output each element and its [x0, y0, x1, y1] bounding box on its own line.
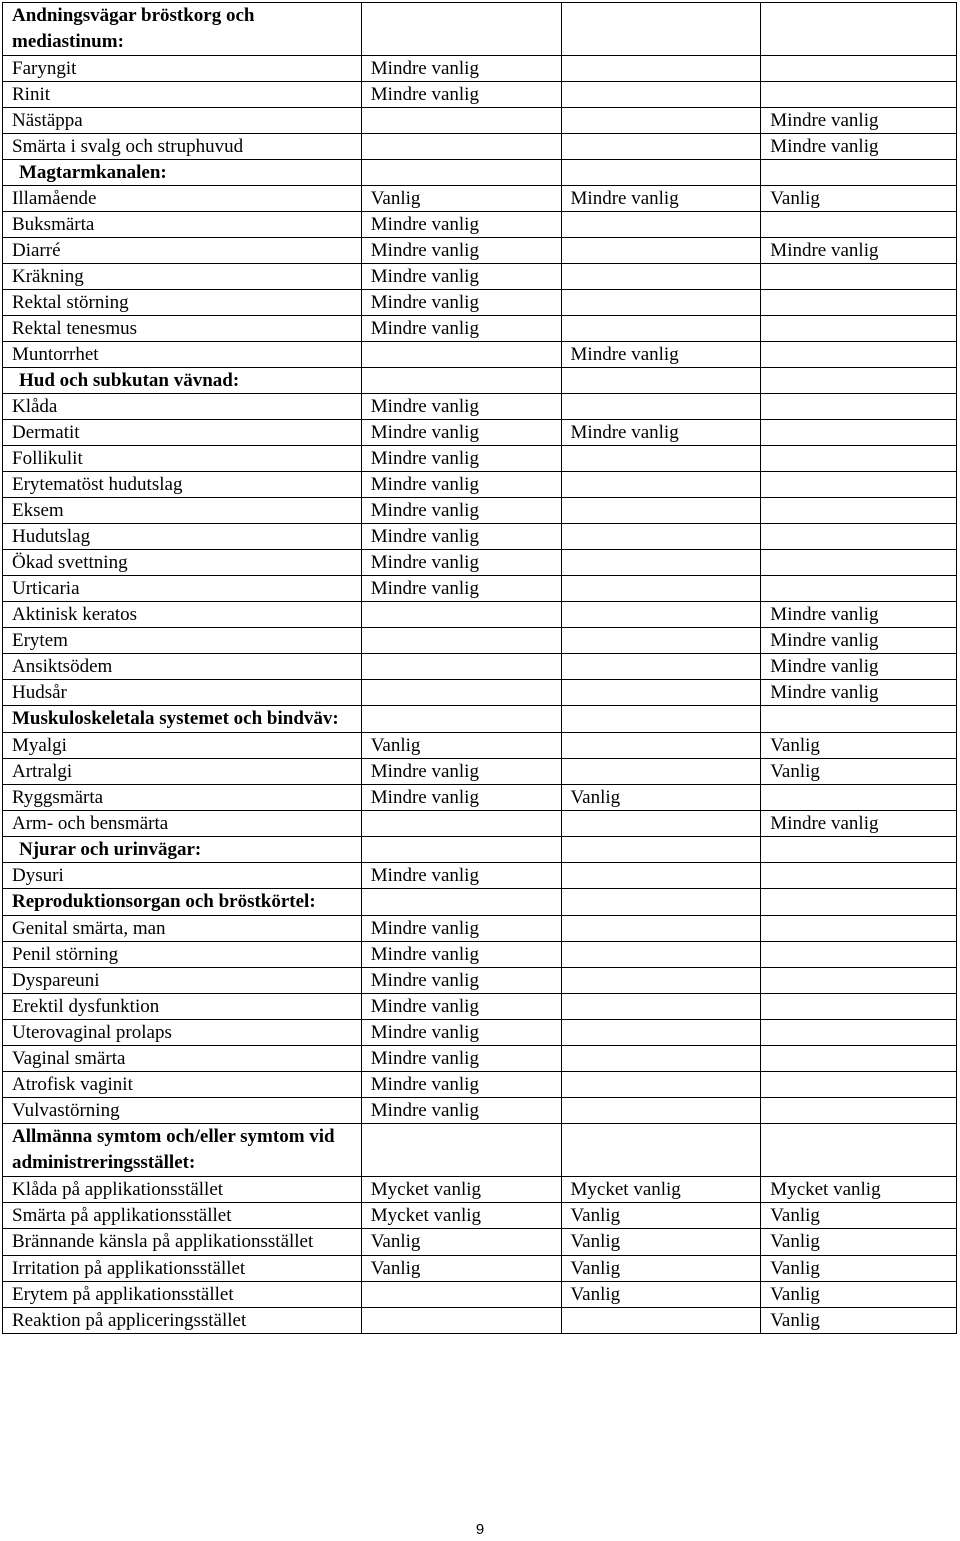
frequency-cell-col2 [561, 290, 761, 316]
frequency-cell-col3 [761, 968, 957, 994]
frequency-cell-col2: Vanlig [561, 785, 761, 811]
table-row [3, 863, 957, 889]
frequency-cell-col3: Vanlig [761, 1203, 957, 1229]
frequency-cell-col3 [761, 368, 957, 394]
section-title: Magtarmkanalen: [3, 160, 362, 186]
frequency-cell-col1: Vanlig [361, 1229, 561, 1256]
table-row [3, 82, 957, 108]
frequency-cell-col3 [761, 1124, 957, 1177]
frequency-cell-col1 [361, 342, 561, 368]
frequency-cell-col3 [761, 264, 957, 290]
frequency-cell-col3: Vanlig [761, 1282, 957, 1308]
frequency-cell-col1: Mindre vanlig [361, 576, 561, 602]
table-row [3, 916, 957, 942]
frequency-cell-col2 [561, 1308, 761, 1334]
frequency-cell-col1: Mindre vanlig [361, 524, 561, 550]
frequency-cell-col1: Mycket vanlig [361, 1177, 561, 1203]
frequency-cell-col1 [361, 160, 561, 186]
frequency-cell-col2 [561, 264, 761, 290]
term-cell: Smärta i svalg och struphuvud [3, 134, 362, 160]
frequency-cell-col3: Mindre vanlig [761, 680, 957, 706]
term-cell: Hudutslag [3, 524, 362, 550]
table-row [3, 1203, 957, 1229]
frequency-cell-col1: Mindre vanlig [361, 420, 561, 446]
term-cell: Artralgi [3, 759, 362, 785]
frequency-cell-col1: Mindre vanlig [361, 498, 561, 524]
frequency-cell-col3 [761, 1046, 957, 1072]
frequency-cell-col2 [561, 524, 761, 550]
table-row [3, 628, 957, 654]
frequency-cell-col2 [561, 368, 761, 394]
table-row [3, 1098, 957, 1124]
frequency-cell-col3 [761, 498, 957, 524]
table-row [3, 968, 957, 994]
frequency-cell-col2 [561, 1046, 761, 1072]
term-cell: Urticaria [3, 576, 362, 602]
frequency-cell-col1: Mindre vanlig [361, 994, 561, 1020]
frequency-cell-col1 [361, 1124, 561, 1177]
table-row [3, 316, 957, 342]
term-cell: Erektil dysfunktion [3, 994, 362, 1020]
term-cell: Erytematöst hudutslag [3, 472, 362, 498]
frequency-cell-col3 [761, 550, 957, 576]
frequency-cell-col3 [761, 420, 957, 446]
frequency-cell-col2 [561, 863, 761, 889]
term-cell: Faryngit [3, 56, 362, 82]
term-cell: Vaginal smärta [3, 1046, 362, 1072]
term-cell: Muntorrhet [3, 342, 362, 368]
frequency-cell-col2 [561, 56, 761, 82]
section-title: Muskuloskeletala systemet och bindväv: [3, 706, 362, 733]
frequency-cell-col2: Mindre vanlig [561, 420, 761, 446]
frequency-cell-col2 [561, 837, 761, 863]
frequency-cell-col2 [561, 968, 761, 994]
term-cell: Ökad svettning [3, 550, 362, 576]
frequency-cell-col3 [761, 785, 957, 811]
frequency-cell-col2 [561, 1072, 761, 1098]
frequency-cell-col1 [361, 680, 561, 706]
frequency-cell-col1: Mindre vanlig [361, 550, 561, 576]
term-cell: Ryggsmärta [3, 785, 362, 811]
frequency-cell-col3 [761, 1072, 957, 1098]
frequency-cell-col2 [561, 1020, 761, 1046]
table-row [3, 1072, 957, 1098]
frequency-cell-col3 [761, 1020, 957, 1046]
frequency-cell-col1: Mindre vanlig [361, 316, 561, 342]
frequency-cell-col1: Mindre vanlig [361, 56, 561, 82]
term-cell: Arm- och bensmärta [3, 811, 362, 837]
frequency-cell-col3 [761, 446, 957, 472]
frequency-cell-col2: Vanlig [561, 1282, 761, 1308]
frequency-cell-col3 [761, 472, 957, 498]
table-row [3, 1256, 957, 1282]
table-row [3, 759, 957, 785]
frequency-cell-col2 [561, 576, 761, 602]
frequency-cell-col2 [561, 134, 761, 160]
frequency-cell-col2 [561, 316, 761, 342]
frequency-cell-col3 [761, 942, 957, 968]
frequency-cell-col2: Vanlig [561, 1203, 761, 1229]
frequency-cell-col2 [561, 811, 761, 837]
frequency-cell-col1: Mindre vanlig [361, 238, 561, 264]
table-body [3, 3, 957, 1334]
frequency-cell-col1: Mindre vanlig [361, 1072, 561, 1098]
section-header-row [3, 706, 957, 733]
frequency-cell-col2 [561, 82, 761, 108]
frequency-cell-col3 [761, 863, 957, 889]
frequency-cell-col3: Mindre vanlig [761, 811, 957, 837]
frequency-cell-col1: Mindre vanlig [361, 394, 561, 420]
frequency-cell-col3 [761, 524, 957, 550]
term-cell: Smärta på applikationsstället [3, 1203, 362, 1229]
table-row [3, 550, 957, 576]
frequency-cell-col1: Mindre vanlig [361, 863, 561, 889]
term-cell: Follikulit [3, 446, 362, 472]
table-row [3, 472, 957, 498]
frequency-cell-col2 [561, 394, 761, 420]
table-row [3, 1046, 957, 1072]
term-cell: Erytem [3, 628, 362, 654]
table-row [3, 524, 957, 550]
table-row [3, 1308, 957, 1334]
frequency-cell-col3: Vanlig [761, 1308, 957, 1334]
term-cell: Brännande känsla på applikationsstället [3, 1229, 362, 1256]
frequency-cell-col2: Mindre vanlig [561, 342, 761, 368]
term-cell: Reaktion på appliceringsstället [3, 1308, 362, 1334]
frequency-cell-col1 [361, 889, 561, 916]
table-row [3, 342, 957, 368]
term-cell: Atrofisk vaginit [3, 1072, 362, 1098]
frequency-cell-col1: Mindre vanlig [361, 1046, 561, 1072]
term-cell: Klåda på applikationsstället [3, 1177, 362, 1203]
table-row [3, 994, 957, 1020]
term-cell: Eksem [3, 498, 362, 524]
frequency-cell-col3: Vanlig [761, 1256, 957, 1282]
frequency-cell-col2 [561, 238, 761, 264]
term-cell: Rinit [3, 82, 362, 108]
frequency-cell-col1: Mindre vanlig [361, 785, 561, 811]
table-row [3, 420, 957, 446]
frequency-cell-col2 [561, 108, 761, 134]
table-row [3, 680, 957, 706]
term-cell: Ansiktsödem [3, 654, 362, 680]
section-title: Andningsvägar bröstkorg och mediastinum: [3, 3, 362, 56]
frequency-cell-col3 [761, 56, 957, 82]
term-cell: Penil störning [3, 942, 362, 968]
frequency-cell-col2 [561, 942, 761, 968]
frequency-cell-col3 [761, 916, 957, 942]
table-row [3, 1282, 957, 1308]
frequency-cell-col3 [761, 212, 957, 238]
frequency-cell-col1 [361, 628, 561, 654]
table-row [3, 602, 957, 628]
frequency-cell-col2 [561, 472, 761, 498]
frequency-cell-col1: Mindre vanlig [361, 1098, 561, 1124]
frequency-cell-col1 [361, 3, 561, 56]
section-header-row [3, 3, 957, 56]
term-cell: Illamående [3, 186, 362, 212]
frequency-cell-col1 [361, 1308, 561, 1334]
frequency-cell-col2 [561, 706, 761, 733]
frequency-cell-col1: Mindre vanlig [361, 290, 561, 316]
frequency-cell-col1: Mindre vanlig [361, 264, 561, 290]
frequency-cell-col2 [561, 550, 761, 576]
frequency-cell-col3 [761, 994, 957, 1020]
section-header-row [3, 160, 957, 186]
frequency-cell-col3 [761, 1098, 957, 1124]
frequency-cell-col3 [761, 342, 957, 368]
term-cell: Nästäppa [3, 108, 362, 134]
frequency-cell-col3: Mindre vanlig [761, 602, 957, 628]
frequency-cell-col3: Vanlig [761, 186, 957, 212]
frequency-cell-col2 [561, 1124, 761, 1177]
term-cell: Myalgi [3, 733, 362, 759]
frequency-cell-col3: Mindre vanlig [761, 654, 957, 680]
term-cell: Buksmärta [3, 212, 362, 238]
frequency-cell-col1 [361, 706, 561, 733]
frequency-cell-col1: Mindre vanlig [361, 759, 561, 785]
frequency-cell-col3 [761, 889, 957, 916]
table-row [3, 1177, 957, 1203]
section-title: Njurar och urinvägar: [3, 837, 362, 863]
section-header-row [3, 837, 957, 863]
term-cell: Dyspareuni [3, 968, 362, 994]
frequency-cell-col3 [761, 837, 957, 863]
frequency-cell-col1: Mindre vanlig [361, 916, 561, 942]
table-row [3, 1020, 957, 1046]
frequency-cell-col3: Mindre vanlig [761, 134, 957, 160]
table-row [3, 654, 957, 680]
frequency-cell-col2 [561, 680, 761, 706]
term-cell: Klåda [3, 394, 362, 420]
frequency-cell-col2: Mindre vanlig [561, 186, 761, 212]
frequency-cell-col3: Mycket vanlig [761, 1177, 957, 1203]
frequency-cell-col1: Mindre vanlig [361, 472, 561, 498]
frequency-cell-col2 [561, 3, 761, 56]
frequency-cell-col1: Vanlig [361, 733, 561, 759]
frequency-cell-col2 [561, 628, 761, 654]
term-cell: Erytem på applikationsstället [3, 1282, 362, 1308]
frequency-cell-col2 [561, 654, 761, 680]
term-cell: Diarré [3, 238, 362, 264]
table-row [3, 811, 957, 837]
frequency-cell-col2 [561, 498, 761, 524]
table-row [3, 733, 957, 759]
frequency-cell-col2 [561, 446, 761, 472]
frequency-cell-col1: Mycket vanlig [361, 1203, 561, 1229]
frequency-cell-col3 [761, 316, 957, 342]
term-cell: Uterovaginal prolaps [3, 1020, 362, 1046]
table-row [3, 56, 957, 82]
frequency-cell-col3 [761, 706, 957, 733]
adverse-reactions-table [2, 2, 957, 1334]
frequency-cell-col3 [761, 394, 957, 420]
frequency-cell-col3: Vanlig [761, 759, 957, 785]
frequency-cell-col1 [361, 654, 561, 680]
table-row [3, 290, 957, 316]
frequency-cell-col1: Mindre vanlig [361, 82, 561, 108]
frequency-cell-col2 [561, 994, 761, 1020]
frequency-cell-col2: Mycket vanlig [561, 1177, 761, 1203]
table-row [3, 238, 957, 264]
frequency-cell-col1 [361, 811, 561, 837]
frequency-cell-col2 [561, 889, 761, 916]
page-number: 9 [475, 1521, 485, 1538]
frequency-cell-col3: Mindre vanlig [761, 628, 957, 654]
frequency-cell-col2 [561, 916, 761, 942]
frequency-cell-col3 [761, 290, 957, 316]
section-title: Reproduktionsorgan och bröstkörtel: [3, 889, 362, 916]
frequency-cell-col1: Mindre vanlig [361, 446, 561, 472]
table-row [3, 498, 957, 524]
table-row [3, 264, 957, 290]
section-header-row [3, 889, 957, 916]
table-row [3, 108, 957, 134]
frequency-cell-col1: Mindre vanlig [361, 212, 561, 238]
frequency-cell-col1 [361, 108, 561, 134]
term-cell: Genital smärta, man [3, 916, 362, 942]
table-row [3, 576, 957, 602]
table-row [3, 212, 957, 238]
term-cell: Dermatit [3, 420, 362, 446]
section-header-row [3, 1124, 957, 1177]
frequency-cell-col1 [361, 134, 561, 160]
frequency-cell-col2 [561, 733, 761, 759]
term-cell: Rektal störning [3, 290, 362, 316]
table-row [3, 785, 957, 811]
frequency-cell-col2 [561, 160, 761, 186]
frequency-cell-col1 [361, 837, 561, 863]
frequency-cell-col1: Vanlig [361, 1256, 561, 1282]
frequency-cell-col2 [561, 212, 761, 238]
table-row [3, 942, 957, 968]
frequency-cell-col1: Mindre vanlig [361, 1020, 561, 1046]
table-row [3, 134, 957, 160]
frequency-cell-col2: Vanlig [561, 1229, 761, 1256]
term-cell: Irritation på applikationsstället [3, 1256, 362, 1282]
frequency-cell-col3: Vanlig [761, 733, 957, 759]
table-row [3, 394, 957, 420]
frequency-cell-col1 [361, 1282, 561, 1308]
frequency-cell-col2 [561, 759, 761, 785]
section-header-row [3, 368, 957, 394]
frequency-cell-col3: Mindre vanlig [761, 238, 957, 264]
frequency-cell-col3: Vanlig [761, 1229, 957, 1256]
table-row [3, 446, 957, 472]
frequency-cell-col3 [761, 3, 957, 56]
term-cell: Aktinisk keratos [3, 602, 362, 628]
frequency-cell-col2: Vanlig [561, 1256, 761, 1282]
frequency-cell-col2 [561, 602, 761, 628]
frequency-cell-col1: Mindre vanlig [361, 968, 561, 994]
frequency-cell-col3: Mindre vanlig [761, 108, 957, 134]
term-cell: Kräkning [3, 264, 362, 290]
frequency-cell-col1: Vanlig [361, 186, 561, 212]
frequency-cell-col3 [761, 160, 957, 186]
term-cell: Hudsår [3, 680, 362, 706]
frequency-cell-col3 [761, 82, 957, 108]
term-cell: Dysuri [3, 863, 362, 889]
frequency-cell-col2 [561, 1098, 761, 1124]
frequency-cell-col3 [761, 576, 957, 602]
frequency-cell-col1 [361, 368, 561, 394]
table-row [3, 186, 957, 212]
term-cell: Rektal tenesmus [3, 316, 362, 342]
section-title: Allmänna symtom och/eller symtom vid administreringsstället: [3, 1124, 362, 1177]
term-cell: Vulvastörning [3, 1098, 362, 1124]
section-title: Hud och subkutan vävnad: [3, 368, 362, 394]
frequency-cell-col1: Mindre vanlig [361, 942, 561, 968]
table-row [3, 1229, 957, 1256]
frequency-cell-col1 [361, 602, 561, 628]
